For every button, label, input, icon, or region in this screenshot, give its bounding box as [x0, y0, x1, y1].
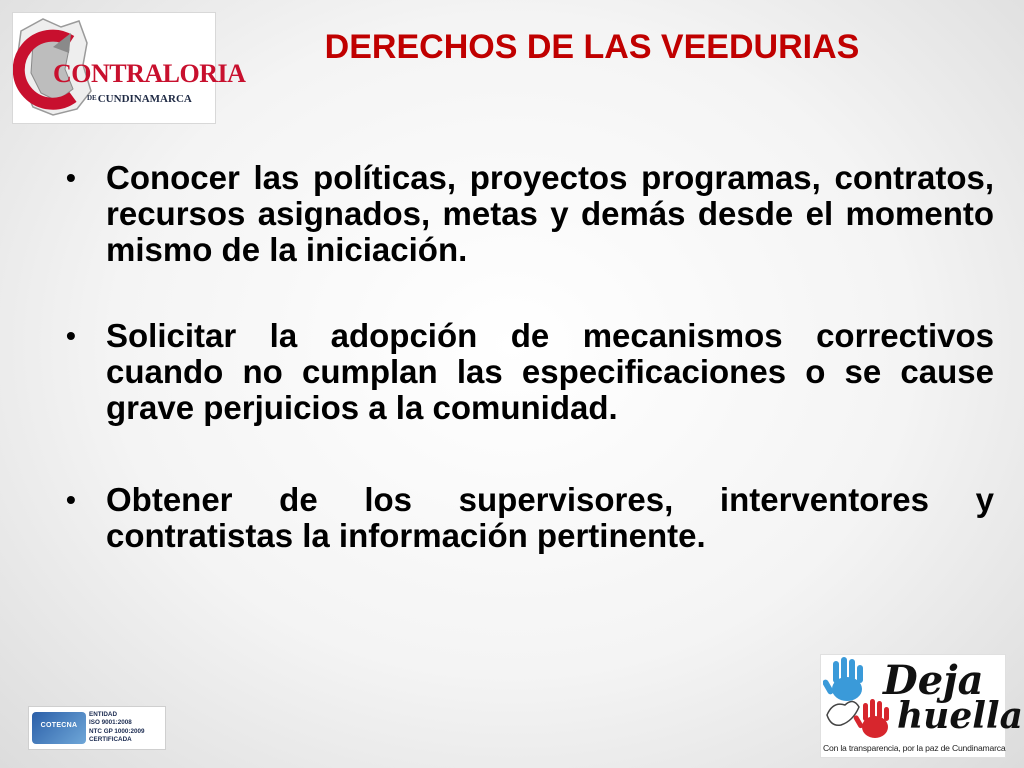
contraloria-logo — [12, 12, 246, 124]
cotecna-seal-icon — [32, 712, 86, 744]
bullet-text: Obtener de los supervisores, interventores y contratistas la información pertinente. — [106, 481, 994, 554]
bullet-item — [66, 482, 994, 554]
cert-line: NTC GP 1000:2009 — [89, 727, 145, 735]
cert-line: ISO 9001:2008 — [89, 719, 132, 727]
cert-line: CERTIFICADA — [89, 736, 132, 744]
deja-huella-logo — [820, 654, 1023, 758]
bullet-marker: • — [66, 162, 76, 193]
bullet-marker: • — [66, 320, 76, 351]
cert-line: ENTIDAD — [89, 711, 117, 718]
bullet-text: Conocer las políticas, proyectos programas, contratos, recursos asignados, metas y demás desde el momento mismo de la iniciación. — [106, 159, 994, 268]
logo-subtitle — [87, 93, 192, 105]
cert-seal-word: COTECNA — [40, 722, 78, 729]
bullet-item — [66, 318, 994, 426]
logo-sub-name: CUNDINAMARCA — [97, 93, 192, 105]
logo-sub-prefix: DE — [87, 94, 97, 102]
campaign-word-2: huella — [897, 695, 1023, 737]
cert-text — [89, 711, 163, 745]
bullet-list — [66, 160, 994, 604]
bullet-text: Solicitar la adopción de mecanismos correctivos cuando no cumplan las especificaciones o se cause grave perjuicios a la comunidad. — [106, 317, 994, 426]
campaign-caption: Con la transparencia, por la paz de Cundinamarca — [823, 743, 1006, 753]
certification-logo — [28, 706, 166, 750]
logo-name: CONTRALORIA — [53, 59, 246, 88]
page-title: DERECHOS DE LAS VEEDURIAS — [324, 28, 860, 66]
campaign-word-1: Deja — [883, 657, 984, 704]
bullet-marker: • — [66, 484, 76, 515]
bullet-item — [66, 160, 994, 268]
